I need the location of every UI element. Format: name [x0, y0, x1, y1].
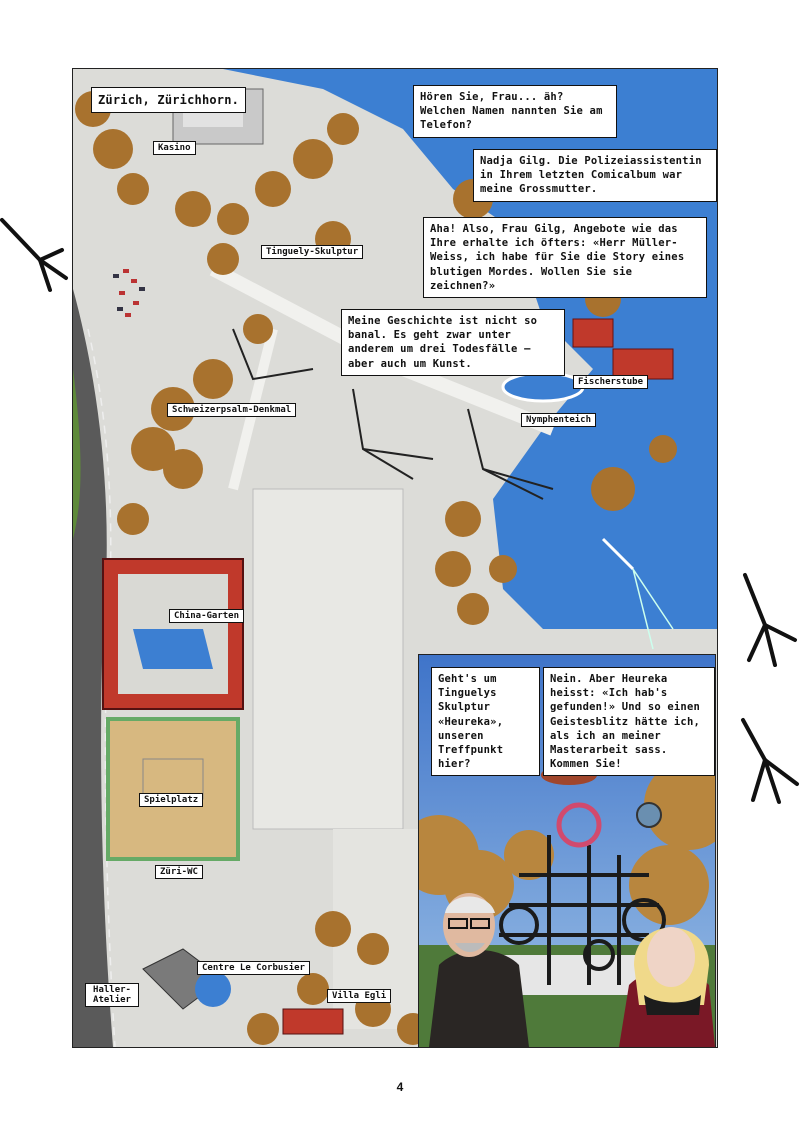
speech-bubble: Meine Geschichte ist nicht so banal. Es geht zwar unter anderem um drei Todesfälle – aber auch um Kunst.	[341, 309, 565, 376]
bird-track-icon	[735, 570, 800, 670]
place-label: Haller-Atelier	[85, 983, 139, 1007]
speech-bubble: Geht's um Tinguelys Skulptur «Heureka», unseren Treffpunkt hier?	[431, 667, 540, 776]
place-label: Fischerstube	[573, 375, 648, 389]
bird-track-icon	[0, 200, 70, 300]
place-label: Schweizerpsalm-Denkmal	[167, 403, 296, 417]
place-label: Centre Le Corbusier	[197, 961, 310, 975]
bird-track-icon	[735, 710, 800, 810]
page-number: 4	[396, 1080, 404, 1094]
place-label: Nymphenteich	[521, 413, 596, 427]
speech-bubble: Hören Sie, Frau... äh? Welchen Namen nannten Sie am Telefon?	[413, 85, 617, 138]
speech-bubble: Nein. Aber Heureka heisst: «Ich hab's gefunden!» Und so einen Geistesblitz hätte ich, als ich an meiner Masterarbeit sass. Kommen Sie!	[543, 667, 715, 776]
place-label: Spielplatz	[139, 793, 203, 807]
place-label: China-Garten	[169, 609, 244, 623]
place-label: Züri-WC	[155, 865, 203, 879]
place-label: Villa Egli	[327, 989, 391, 1003]
sculpture-panel	[418, 654, 716, 1048]
location-caption: Zürich, Zürichhorn.	[91, 87, 246, 113]
speech-bubble: Aha! Also, Frau Gilg, Angebote wie das Ihre erhalte ich öfters: «Herr Müller-Weiss, ich habe für Sie die Story eines blutigen Mordes. Wollen Sie sie zeichnen?»	[423, 217, 707, 298]
place-label: Tinguely-Skulptur	[261, 245, 363, 259]
place-label: Kasino	[153, 141, 196, 155]
speech-bubble: Nadja Gilg. Die Polizeiassistentin in Ihrem letzten Comicalbum war meine Grossmutter.	[473, 149, 717, 202]
